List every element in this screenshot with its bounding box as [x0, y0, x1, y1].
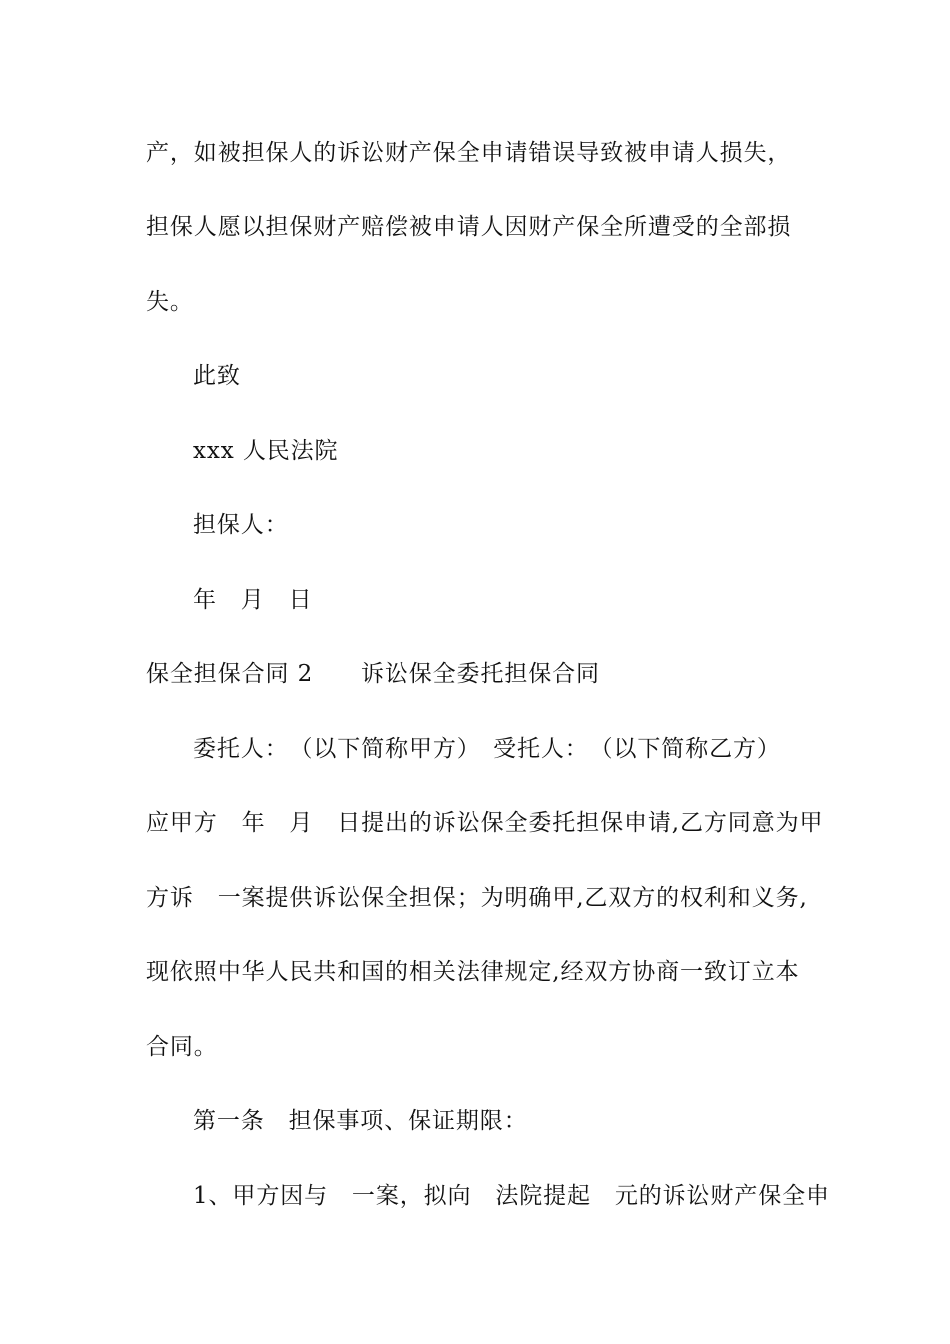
recipient-court-line: xxx 人民法院: [193, 438, 339, 464]
guarantor-signature-line: 担保人：: [193, 512, 289, 538]
section-heading: 保全担保合同 2 诉讼保全委托担保合同: [146, 661, 600, 687]
article-heading: 第一条 担保事项、保证期限：: [193, 1108, 528, 1134]
paragraph-line: 现依照中华人民共和国的相关法律规定,经双方协商一致订立本: [146, 959, 800, 985]
date-line: 年 月 日: [193, 587, 313, 613]
salutation-line: 此致: [193, 363, 241, 389]
parties-line: 委托人： （以下简称甲方） 受托人： （以下简称乙方）: [193, 736, 781, 762]
paragraph-line: 产，如被担保人的诉讼财产保全申请错误导致被申请人损失，: [146, 140, 792, 166]
paragraph-line: 合同。: [146, 1034, 218, 1060]
paragraph-line: 担保人愿以担保财产赔偿被申请人因财产保全所遭受的全部损: [146, 214, 792, 240]
paragraph-line: 方诉 一案提供诉讼保全担保；为明确甲,乙双方的权利和义务,: [146, 885, 808, 911]
paragraph-line: 失。: [146, 289, 194, 315]
paragraph-line: 应甲方 年 月 日提出的诉讼保全委托担保申请,乙方同意为甲: [146, 810, 824, 836]
paragraph-line: 1、甲方因与 一案，拟向 法院提起 元的诉讼财产保全申: [193, 1183, 830, 1209]
